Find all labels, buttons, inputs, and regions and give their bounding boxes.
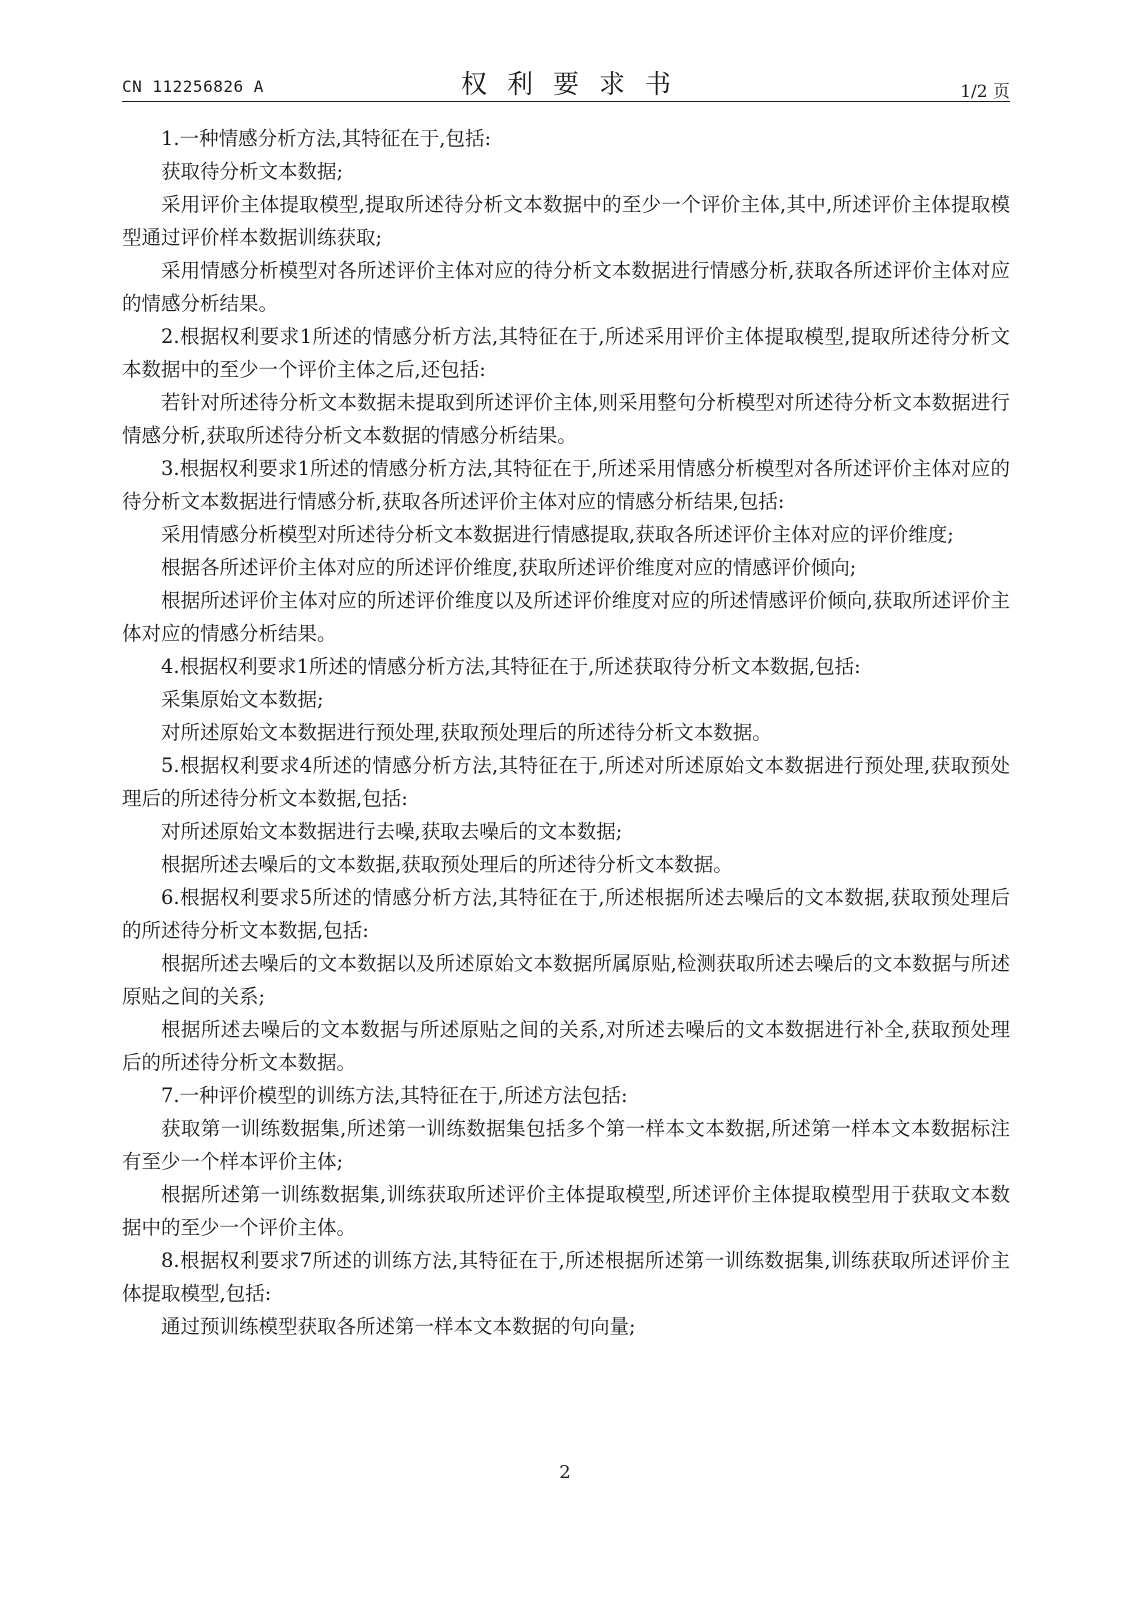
claim-7-title: 7.一种评价模型的训练方法,其特征在于,所述方法包括: [161,1084,628,1107]
claim-paragraph: 根据各所述评价主体对应的所述评价维度,获取所述评价维度对应的情感评价倾向; [161,556,857,579]
claim-paragraph: 采用情感分析模型对所述待分析文本数据进行情感提取,获取各所述评价主体对应的评价维度; [161,523,954,546]
claim-paragraph: 根据所述去噪后的文本数据,获取预处理后的所述待分析文本数据。 [161,853,733,876]
claim-paragraph: 获取第一训练数据集,所述第一训练数据集包括多个第一样本文本数据,所述第一样本文本数据标注有至少一个样本评价主体; [122,1117,1010,1173]
page-indicator: 1/2 页 [960,82,1010,102]
claim-6-title: 6.根据权利要求5所述的情感分析方法,其特征在于,所述根据所述去噪后的文本数据,获取预处理后的所述待分析文本数据,包括: [122,886,1010,942]
claim-5-title: 5.根据权利要求4所述的情感分析方法,其特征在于,所述对所述原始文本数据进行预处理,获取预处理后的所述待分析文本数据,包括: [122,754,1010,810]
claim-paragraph: 采用情感分析模型对各所述评价主体对应的待分析文本数据进行情感分析,获取各所述评价主体对应的情感分析结果。 [122,259,1010,315]
page-number: 2 [559,1462,571,1483]
claim-paragraph: 采用评价主体提取模型,提取所述待分析文本数据中的至少一个评价主体,其中,所述评价主体提取模型通过评价样本数据训练获取; [122,193,1010,249]
claim-paragraph: 根据所述去噪后的文本数据以及所述原始文本数据所属原贴,检测获取所述去噪后的文本数据与所述原贴之间的关系; [122,952,1010,1008]
page-header [122,60,1010,100]
claim-paragraph: 根据所述第一训练数据集,训练获取所述评价主体提取模型,所述评价主体提取模型用于获取文本数据中的至少一个评价主体。 [122,1183,1010,1239]
claim-paragraph: 若针对所述待分析文本数据未提取到所述评价主体,则采用整句分析模型对所述待分析文本数据进行情感分析,获取所述待分析文本数据的情感分析结果。 [122,391,1010,447]
claim-paragraph: 获取待分析文本数据; [161,160,344,183]
claim-paragraph: 根据所述去噪后的文本数据与所述原贴之间的关系,对所述去噪后的文本数据进行补全,获取预处理后的所述待分析文本数据。 [122,1018,1010,1074]
claim-8-title: 8.根据权利要求7所述的训练方法,其特征在于,所述根据所述第一训练数据集,训练获取所述评价主体提取模型,包括: [122,1249,1010,1305]
claim-paragraph: 对所述原始文本数据进行预处理,获取预处理后的所述待分析文本数据。 [161,721,772,744]
claim-paragraph: 根据所述评价主体对应的所述评价维度以及所述评价维度对应的所述情感评价倾向,获取所述评价主体对应的情感分析结果。 [122,589,1010,645]
claim-3-title: 3.根据权利要求1所述的情感分析方法,其特征在于,所述采用情感分析模型对各所述评价主体对应的待分析文本数据进行情感分析,获取各所述评价主体对应的情感分析结果,包括: [122,457,1010,513]
claim-paragraph: 采集原始文本数据; [161,688,324,711]
claim-1-title: 1.一种情感分析方法,其特征在于,包括: [161,127,492,150]
document-title: 权利要求书 [460,70,691,100]
claims-body [122,122,1010,1343]
claim-paragraph: 对所述原始文本数据进行去噪,获取去噪后的文本数据; [161,820,623,843]
claim-4-title: 4.根据权利要求1所述的情感分析方法,其特征在于,所述获取待分析文本数据,包括: [161,655,861,678]
header-rule [122,101,1010,102]
claim-paragraph: 通过预训练模型获取各所述第一样本文本数据的句向量; [161,1315,636,1338]
claim-2-title: 2.根据权利要求1所述的情感分析方法,其特征在于,所述采用评价主体提取模型,提取所述待分析文本数据中的至少一个评价主体之后,还包括: [122,325,1010,381]
publication-number: CN 112256826 A [122,77,264,96]
